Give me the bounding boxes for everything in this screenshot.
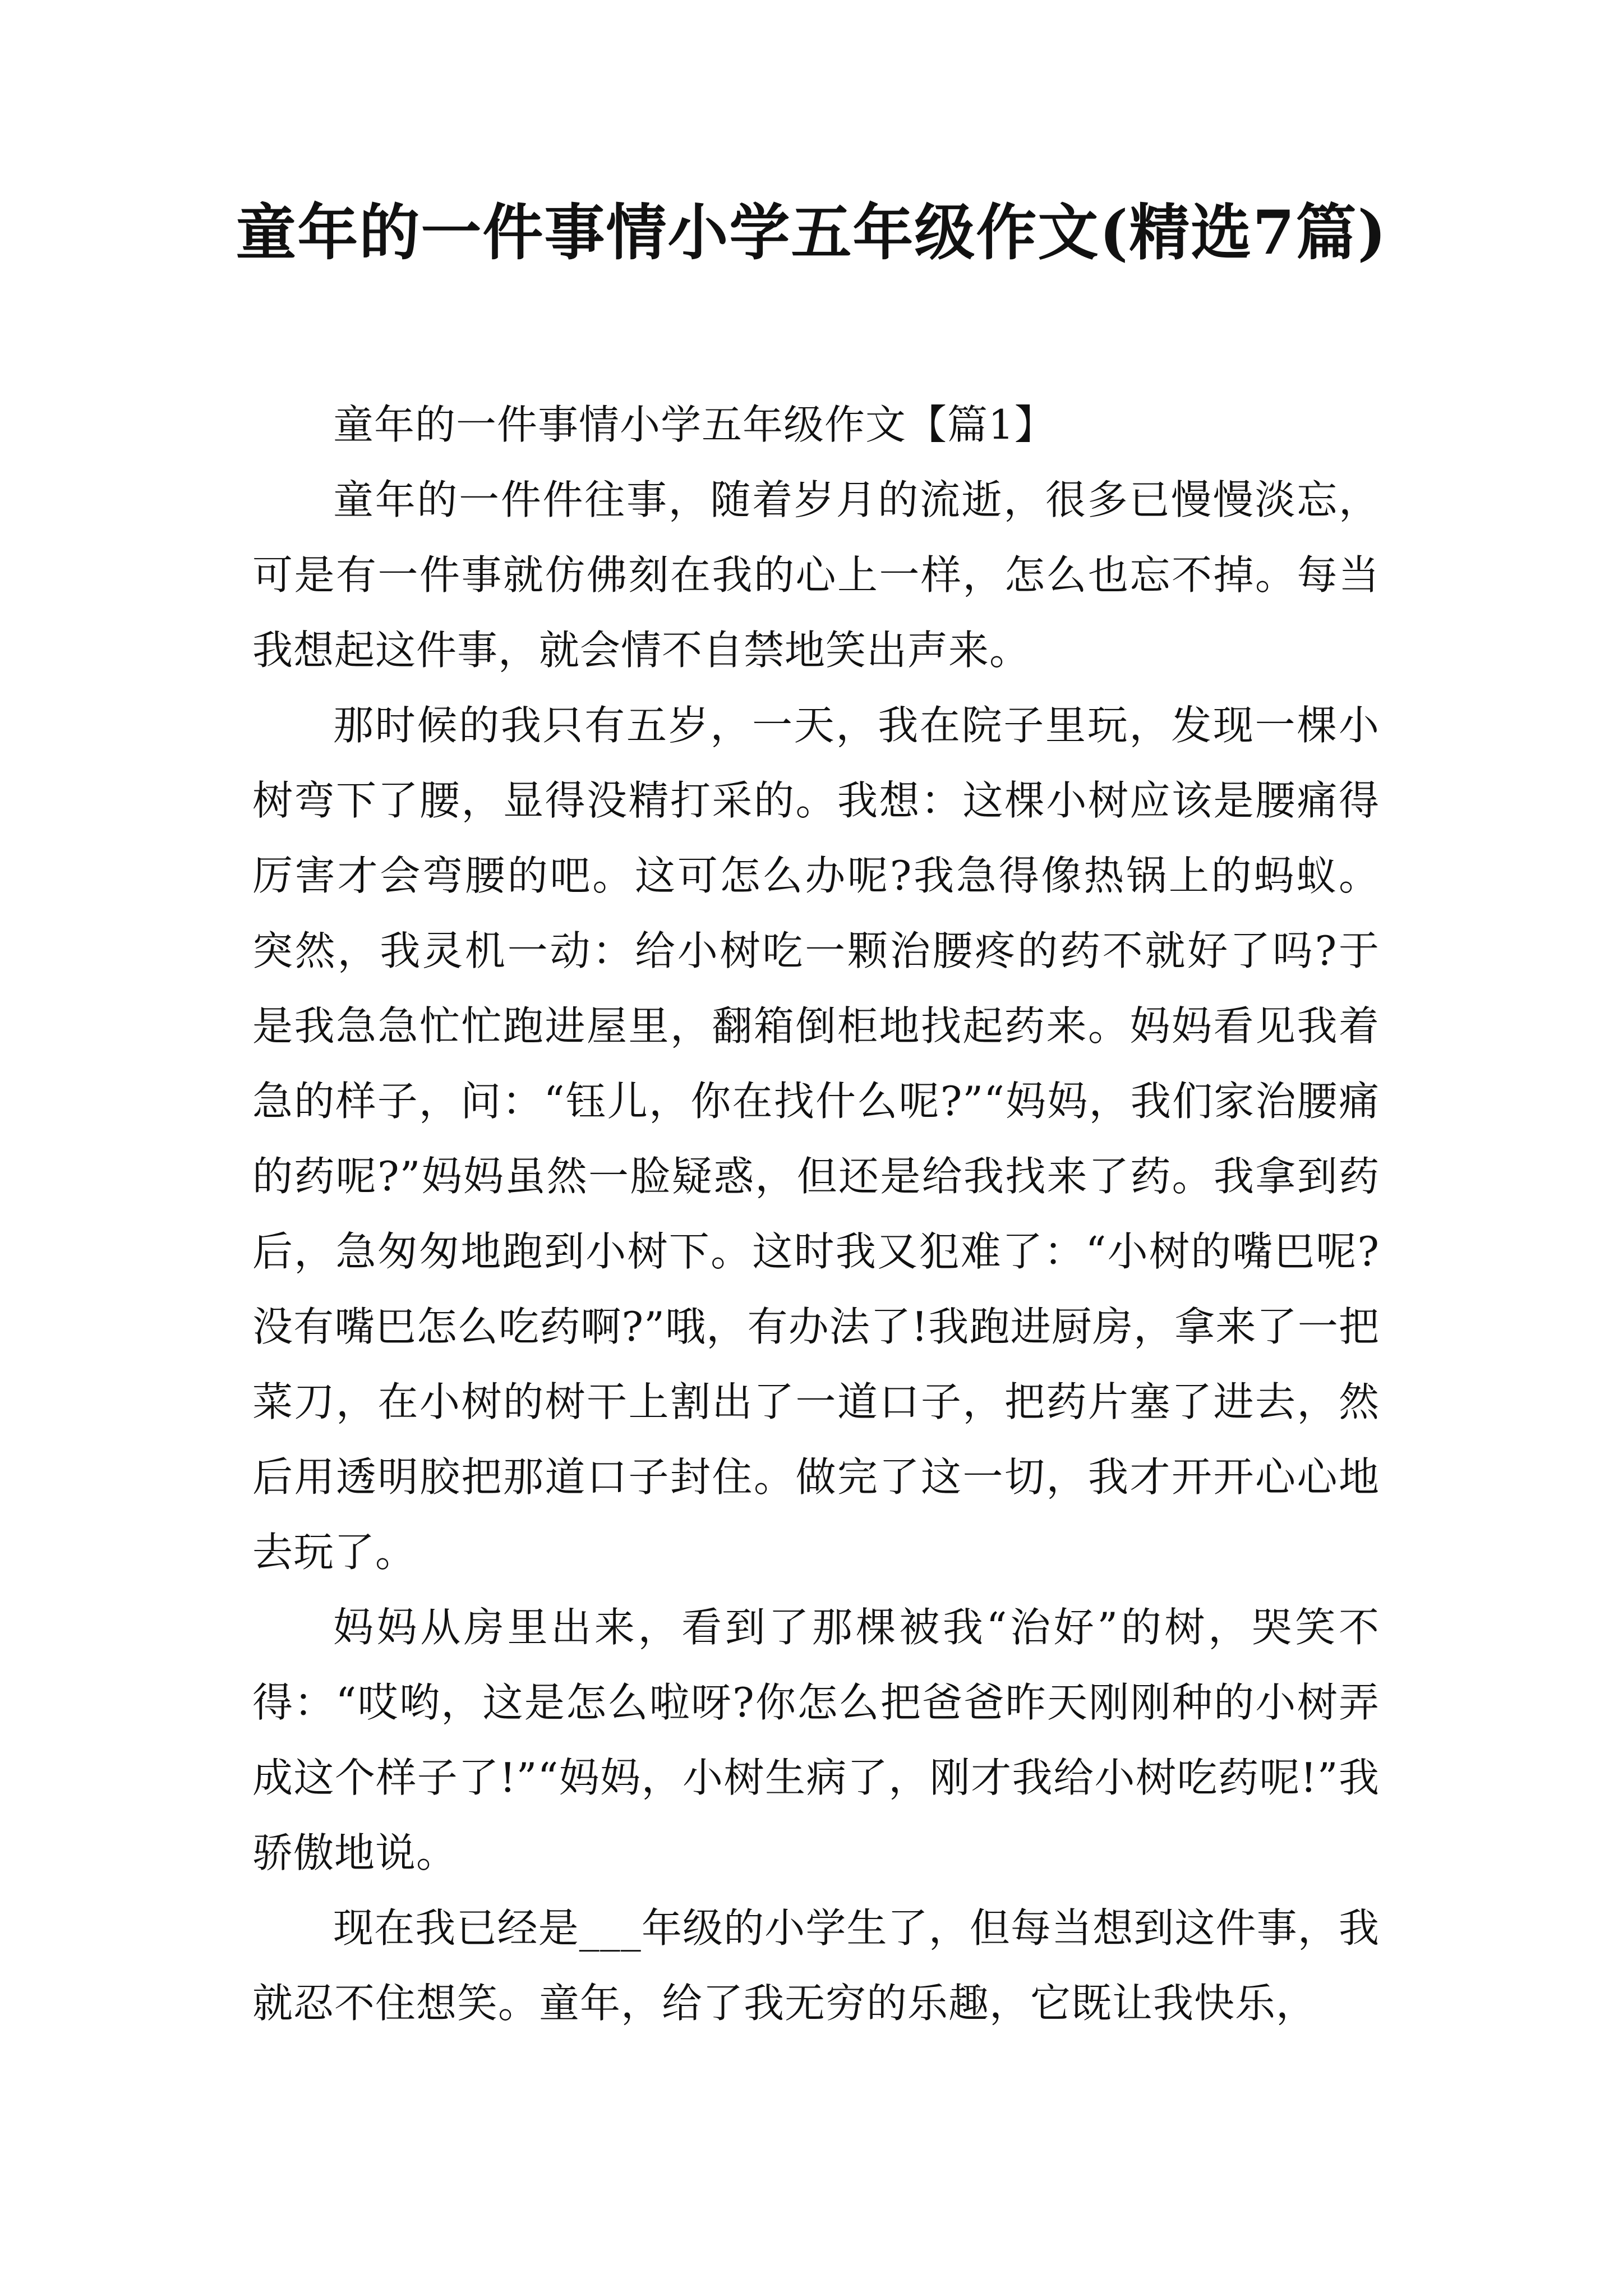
paragraph-1: 童年的一件件往事，随着岁月的流逝，很多已慢慢淡忘，可是有一件事就仿佛刻在我的心上一样，怎么也忘不掉。每当我想起这件事，就会情不自禁地笑出声来。 — [252, 476, 1380, 674]
document-body — [252, 387, 1380, 2041]
paragraph-2: 那时候的我只有五岁，一天，我在院子里玩，发现一棵小树弯下了腰，显得没精打采的。我想：这棵小树应该是腰痛得厉害才会弯腰的吧。这可怎么办呢?我急得像热锅上的蚂蚁。突然，我灵机一动：给小树吃一颗治腰疼的药不就好了吗?于是我急急忙忙跑进屋里，翻箱倒柜地找起药来。妈妈看见我着急的样子，问：“钰儿，你在找什么呢?”“妈妈，我们家治腰痛的药呢?”妈妈虽然一脸疑惑，但还是给我找来了药。我拿到药后，急匆匆地跑到小树下。这时我又犯难了：“小树的嘴巴呢?没有嘴巴怎么吃药啊?”哦，有办法了!我跑进厨房，拿来了一把菜刀，在小树的树干上割出了一道口子，把药片塞了进去，然后用透明胶把那道口子封住。做完了这一切，我才开开心心地去玩了。 — [252, 702, 1380, 1576]
paragraph-4: 现在我已经是___年级的小学生了，但每当想到这件事，我就忍不住想笑。童年，给了我无穷的乐趣，它既让我快乐， — [252, 1904, 1380, 2027]
paragraph-3: 妈妈从房里出来，看到了那棵被我“治好”的树，哭笑不得：“哎哟，这是怎么啦呀?你怎么把爸爸昨天刚刚种的小树弄成这个样子了!”“妈妈，小树生病了，刚才我给小树吃药呢!”我骄傲地说。 — [252, 1604, 1380, 1876]
document-title: 童年的一件事情小学五年级作文(精选7篇) — [236, 197, 1387, 268]
section-heading: 童年的一件事情小学五年级作文【篇1】 — [333, 401, 1055, 448]
